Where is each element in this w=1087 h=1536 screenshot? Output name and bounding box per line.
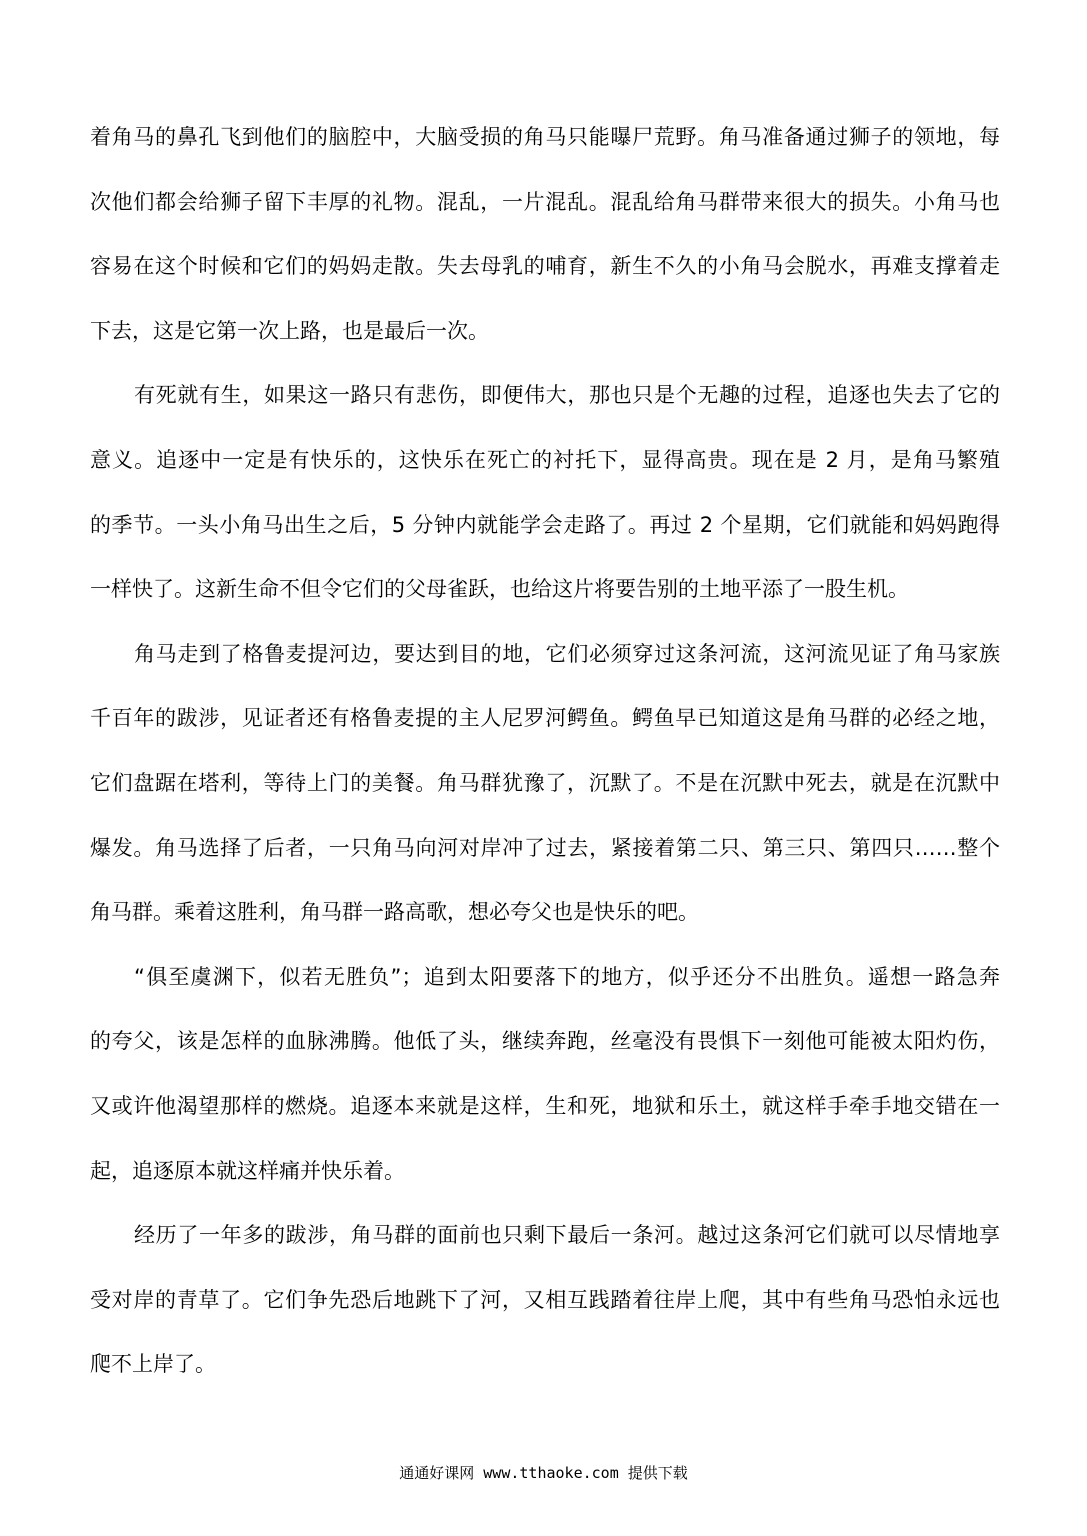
text-line: “俱至虞渊下，似若无胜负”；追到太阳要落下的地方，似乎还分不出胜负。遥想一路急奔: [134, 964, 1000, 989]
text-line: 又或许他渴望那样的燃烧。追逐本来就是这样，生和死，地狱和乐土，就这样手牵手地交错在一: [90, 1093, 1000, 1118]
paragraph: [90, 105, 1000, 363]
text-line: 容易在这个时候和它们的妈妈走散。失去母乳的哺育，新生不久的小角马会脱水，再难支撑着走: [90, 254, 1000, 279]
paragraph: [90, 622, 1000, 945]
text-line: 下去，这是它第一次上路，也是最后一次。: [90, 318, 489, 343]
text-line: 爬不上岸了。: [90, 1352, 216, 1377]
paragraph: [90, 945, 1000, 1203]
text-line: 爆发。角马选择了后者，一只角马向河对岸冲了过去，紧接着第二只、第三只、第四只……整个: [90, 835, 1000, 860]
text-line: 千百年的跋涉，见证者还有格鲁麦提的主人尼罗河鳄鱼。鳄鱼早已知道这是角马群的必经之地，: [90, 706, 1000, 731]
text-line: 的季节。一头小角马出生之后，5 分钟内就能学会走路了。再过 2 个星期，它们就能和妈妈跑得: [90, 512, 1000, 537]
text-line: 角马群。乘着这胜利，角马群一路高歌，想必夸父也是快乐的吧。: [90, 900, 699, 925]
text-line: 起，追逐原本就这样痛并快乐着。: [90, 1158, 405, 1183]
text-line: 它们盘踞在塔利，等待上门的美餐。角马群犹豫了，沉默了。不是在沉默中死去，就是在沉默中: [90, 770, 1000, 795]
text-line: 受对岸的青草了。它们争先恐后地跳下了河，又相互践踏着往岸上爬，其中有些角马恐怕永远也: [90, 1287, 1000, 1312]
text-line: 角马走到了格鲁麦提河边，要达到目的地，它们必须穿过这条河流，这河流见证了角马家族: [134, 641, 1000, 666]
paragraph: [90, 363, 1000, 621]
text-line: 经历了一年多的跋涉，角马群的面前也只剩下最后一条河。越过这条河它们就可以尽情地享: [134, 1223, 1000, 1248]
text-line: 的夸父，该是怎样的血脉沸腾。他低了头，继续奔跑，丝毫没有畏惧下一刻他可能被太阳灼伤，: [90, 1029, 1000, 1054]
text-line: 次他们都会给狮子留下丰厚的礼物。混乱，一片混乱。混乱给角马群带来很大的损失。小角马也: [90, 189, 1000, 214]
text-line: 有死就有生，如果这一路只有悲伤，即便伟大，那也只是个无趣的过程，追逐也失去了它的: [134, 383, 1000, 408]
document-body: [90, 105, 1000, 1397]
paragraph: [90, 1203, 1000, 1397]
page-footer: 通通好课网 www.tthaoke.com 提供下载: [399, 1464, 688, 1482]
text-line: 着角马的鼻孔飞到他们的脑腔中，大脑受损的角马只能曝尸荒野。角马准备通过狮子的领地，每: [90, 125, 1000, 149]
text-line: 一样快了。这新生命不但令它们的父母雀跃，也给这片将要告别的土地平添了一股生机。: [90, 577, 909, 602]
text-line: 意义。追逐中一定是有快乐的，这快乐在死亡的衬托下，显得高贵。现在是 2 月，是角马繁殖: [90, 447, 1000, 472]
